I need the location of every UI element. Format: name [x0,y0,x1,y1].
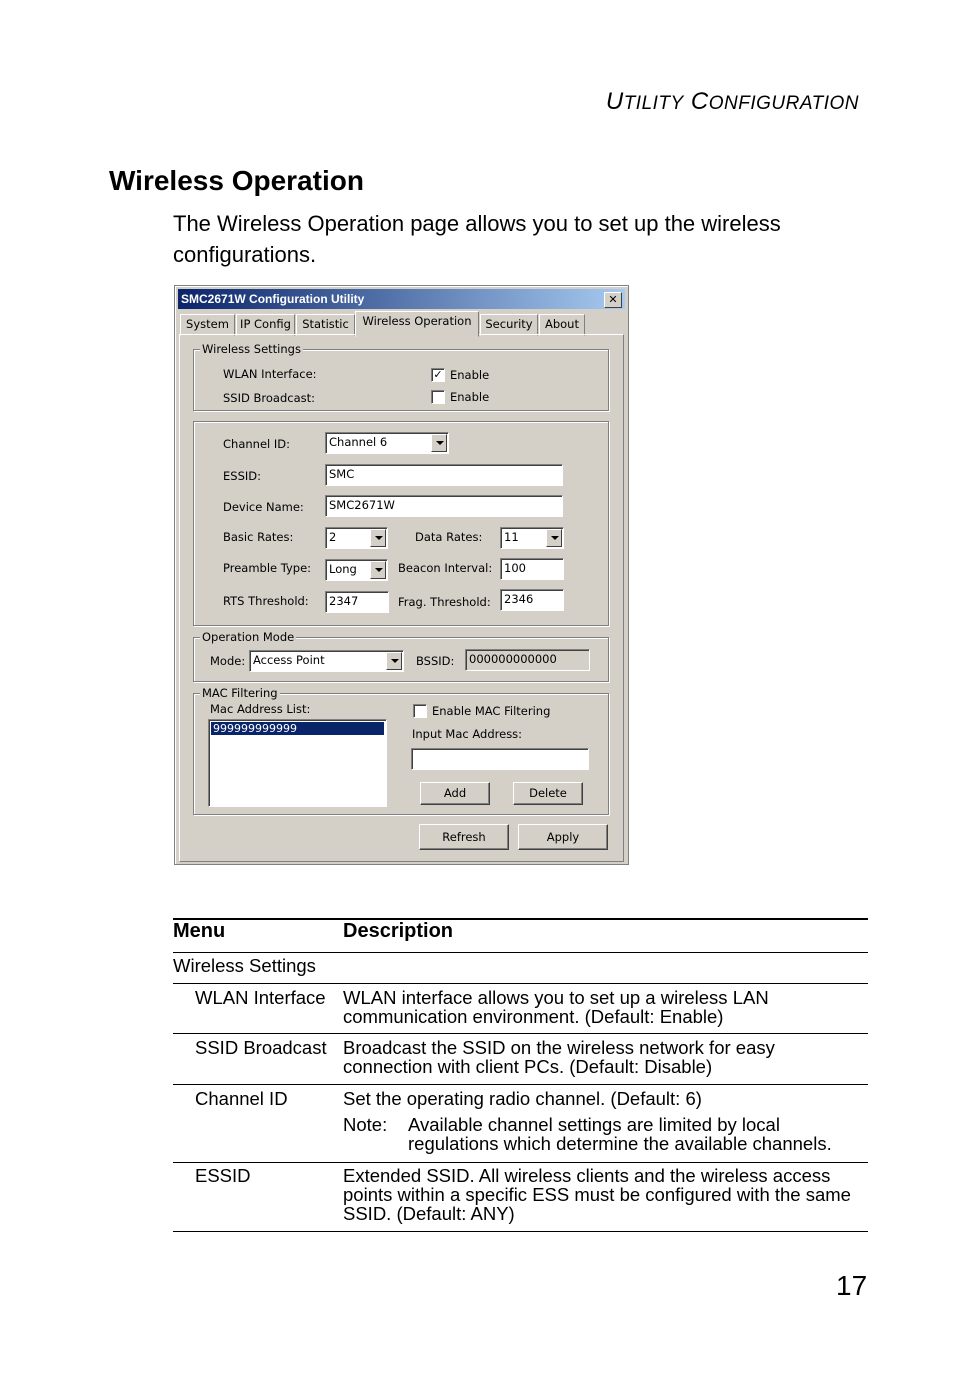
beacon-interval-input[interactable]: 100 [500,558,564,580]
dialog-title: SMC2671W Configuration Utility [181,292,365,306]
essid-label: ESSID: [223,469,261,483]
table-rule [173,1084,868,1085]
mode-label: Mode: [210,654,246,668]
table-row-menu: WLAN Interface [195,987,326,1008]
basic-rates-select[interactable] [325,527,388,549]
close-icon[interactable]: ✕ [604,292,622,308]
running-header [606,88,859,116]
intro-paragraph: The Wireless Operation page allows you to set up the wireless configurations. [173,211,781,267]
table-row-menu: Channel ID [195,1088,288,1109]
mode-select[interactable] [249,650,404,672]
ssid-enable-label: Enable [450,390,490,404]
tab-statistic[interactable]: Statistic [296,314,355,336]
wireless-settings-label: Wireless Settings [202,342,301,356]
chevron-down-icon[interactable] [370,561,386,579]
table-rule [173,1033,868,1034]
wlan-interface-label: WLAN Interface: [223,367,317,381]
table-row-desc: Extended SSID. All wireless clients and the wireless access points within a specific ESS must be configured with the same SSID. (Default: ANY) [343,1165,851,1224]
table-header-rule [173,952,868,953]
tab-about[interactable]: About [539,314,585,336]
chevron-down-icon[interactable] [370,529,386,547]
mac-address-input[interactable] [411,748,589,770]
list-item[interactable]: 999999999999 [211,722,384,735]
add-button[interactable]: Add [420,782,490,805]
table-row-menu: ESSID [195,1165,251,1186]
ssid-enable-checkbox[interactable] [431,390,445,404]
device-name-label: Device Name: [223,500,304,514]
tab-system[interactable]: System [180,314,235,336]
table-bottom-rule [173,1231,868,1232]
wlan-enable-checkbox[interactable]: ✓ [431,368,445,382]
dialog-titlebar [178,289,625,309]
chevron-down-icon[interactable] [431,434,447,452]
channel-id-value: Channel 6 [329,435,388,449]
preamble-type-value: Long [329,562,357,576]
note-label: Note: [343,1114,388,1135]
table-rule [173,983,868,984]
input-mac-label: Input Mac Address: [412,727,523,741]
mac-address-list[interactable] [208,719,387,807]
section-title: Wireless Operation [109,165,364,196]
table-header-menu: Menu [173,920,226,942]
delete-button[interactable]: Delete [513,782,583,805]
chevron-down-icon[interactable] [546,529,562,547]
config-dialog [174,285,629,865]
ssid-broadcast-label: SSID Broadcast: [223,391,315,405]
channel-id-select[interactable] [325,432,449,454]
enable-mac-filtering-checkbox[interactable] [413,704,427,718]
enable-mac-filtering-label: Enable MAC Filtering [432,704,551,718]
rts-threshold-input[interactable]: 2347 [325,591,389,613]
header-rest2: ONFIGURATION [708,93,859,114]
note-text: Available channel settings are limited by local regulations which determine the available channels. [408,1114,832,1154]
preamble-type-label: Preamble Type: [223,561,312,575]
table-row-desc: Set the operating radio channel. (Default: 6) [343,1088,702,1109]
operation-mode-label: Operation Mode [202,630,295,644]
table-row-desc: WLAN interface allows you to set up a wireless LAN communication environment. (Default: Enable) [343,987,769,1027]
data-rates-select[interactable] [500,527,564,549]
tab-wireless-operation[interactable]: Wireless Operation [355,311,479,337]
chevron-down-icon[interactable] [386,652,402,670]
table-rule [173,1162,868,1163]
apply-button[interactable]: Apply [518,824,608,850]
basic-rates-value: 2 [329,530,337,544]
table-group-label: Wireless Settings [173,955,316,976]
bssid-field: 000000000000 [465,649,590,671]
refresh-button[interactable]: Refresh [419,824,509,850]
header-cap1: U [605,88,624,115]
bssid-label: BSSID: [416,654,455,668]
mode-value: Access Point [253,653,325,667]
wlan-enable-label: Enable [450,368,490,382]
frag-threshold-label: Frag. Threshold: [398,595,491,609]
mac-list-label: Mac Address List: [210,702,311,716]
tab-security[interactable]: Security [480,314,538,336]
frag-threshold-input[interactable]: 2346 [500,589,564,611]
channel-id-label: Channel ID: [223,437,290,451]
device-name-input[interactable]: SMC2671W [325,495,563,517]
header-rest1: TILITY [623,93,684,114]
page-number: 17 [836,1270,868,1301]
table-header-description: Description [343,920,454,942]
table-row-menu: SSID Broadcast [195,1037,327,1058]
rts-threshold-label: RTS Threshold: [223,594,309,608]
table-top-rule [173,918,868,920]
basic-rates-label: Basic Rates: [223,530,294,544]
mac-filtering-label: MAC Filtering [202,686,278,700]
table-row-desc: Broadcast the SSID on the wireless network for easy connection with client PCs. (Default: Disable) [343,1037,775,1077]
essid-input[interactable]: SMC [325,464,563,486]
tab-ip-config[interactable]: IP Config [236,314,295,336]
beacon-interval-label: Beacon Interval: [398,561,493,575]
header-cap2: C [690,88,709,115]
data-rates-value: 11 [504,530,519,544]
preamble-type-select[interactable] [325,559,388,581]
data-rates-label: Data Rates: [415,530,483,544]
